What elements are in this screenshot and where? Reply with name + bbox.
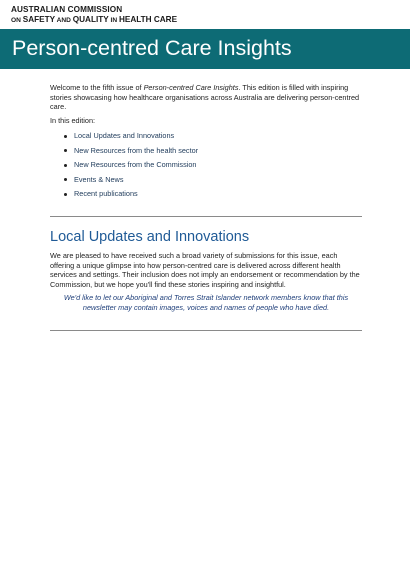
toc-item-health-sector-resources[interactable]: New Resources from the health sector (50, 144, 362, 159)
bullet-icon (64, 135, 67, 138)
org-name-line1: AUSTRALIAN COMMISSION (11, 5, 123, 14)
org-header (0, 0, 410, 29)
org-name-line2: ON SAFETY AND QUALITY IN HEALTH CARE (11, 15, 178, 24)
toc-item-local-updates[interactable]: Local Updates and Innovations (50, 129, 362, 144)
table-of-contents (50, 129, 362, 202)
bullet-icon (64, 149, 67, 152)
toc-item-recent-publications[interactable]: Recent publications (50, 187, 362, 202)
section-divider (50, 330, 362, 331)
intro-section (50, 83, 362, 202)
intro-paragraph: Welcome to the fifth issue of Person-centred Care Insights. This edition is filled with inspiring stories showcasing how healthcare organisations across Australia are delivering person-centred care. (50, 83, 360, 112)
section-divider (50, 216, 362, 217)
toc-item-commission-resources[interactable]: New Resources from the Commission (50, 158, 362, 173)
bullet-icon (64, 164, 67, 167)
bullet-icon (64, 178, 67, 181)
bullet-icon (64, 193, 67, 196)
title-banner (0, 29, 410, 69)
section-heading: Local Updates and Innovations (50, 229, 250, 245)
toc-item-events-news[interactable]: Events & News (50, 173, 362, 188)
cultural-notice: We'd like to let our Aboriginal and Torres Strait Islander network members know that this newsletter may contain images, voices and names of people who have died. (63, 293, 349, 312)
section-body: We are pleased to have received such a broad variety of submissions for this issue, each offering a unique glimpse into how person-centred care is delivered across different health services and settings. Their inclusion does not imply an endorsement or recommendation by the Commission, but we hope you'll find these stories inspiring and insightful. (50, 251, 360, 289)
newsletter-title: Person-centred Care Insights (12, 36, 292, 60)
publication-name: Person-centred Care Insights (143, 83, 239, 92)
in-this-edition-label: In this edition: (50, 115, 96, 125)
org-logo[interactable] (11, 5, 177, 25)
